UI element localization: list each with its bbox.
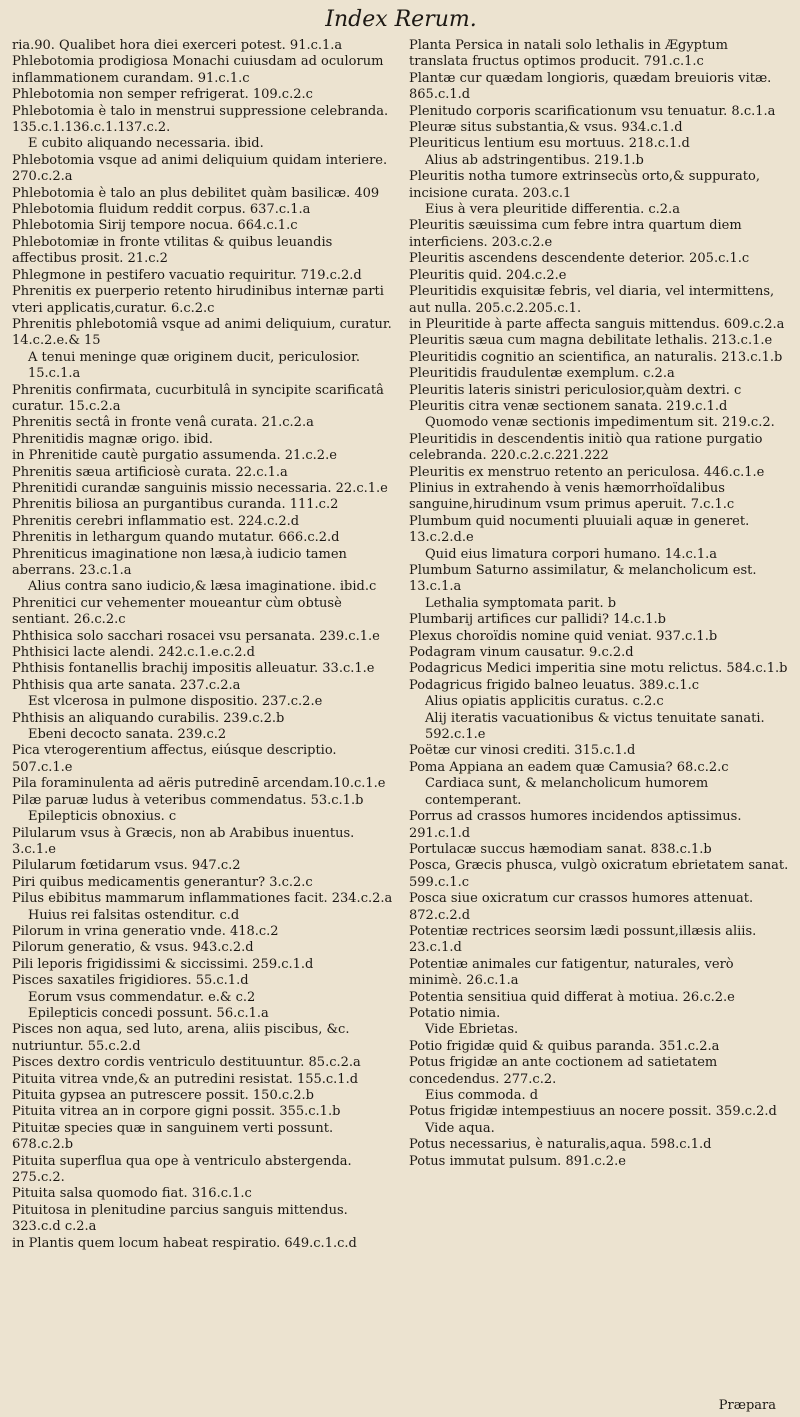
index-entry: Phlebotomia è talo an plus debilitet quàm basilicæ. 409 [12, 185, 380, 201]
index-entry: Potus necessarius, è naturalis,aqua. 598.c.1.d [409, 1137, 712, 1153]
index-entry: Alius opiatis applicitis curatus. c.2.c [425, 694, 664, 710]
index-entry: Phlebotomia non semper refrigerat. 109.c.2.c [12, 87, 313, 103]
index-entry: Pisces non aqua, sed luto, arena, aliis piscibus, &c. nutriuntur. 55.c.2.d [12, 1022, 350, 1054]
index-entry: Pilorum generatio, & vsus. 943.c.2.d [12, 940, 254, 956]
index-entry: Pisces dextro cordis ventriculo destituuntur. 85.c.2.a [12, 1055, 361, 1071]
index-entry: Portulacæ succus hæmodiam sanat. 838.c.1.b [409, 841, 712, 857]
index-entry: Piri quibus medicamentis generantur? 3.c.2.c [12, 874, 313, 890]
index-entry: Potus frigidæ an ante coctionem ad satietatem concedendus. 277.c.2. [409, 1055, 718, 1087]
index-entry: Posca siue oxicratum cur crassos humores attenuat. 872.c.2.d [409, 891, 754, 923]
index-entry: Phrenitidi curandæ sanguinis missio necessaria. 22.c.1.e [12, 480, 388, 496]
index-entry: Podagricus Medici imperitia sine motu relictus. 584.c.1.b [409, 661, 788, 677]
index-entry: Pilularum vsus à Græcis, non ab Arabibus inuentus. 3.c.1.e [12, 825, 355, 857]
index-entry: Phthisici lacte alendi. 242.c.1.e.c.2.d [12, 645, 255, 661]
index-entry: Plumbum Saturno assimilatur, & melancholicum est. 13.c.1.a [409, 563, 757, 595]
index-entry: Pituita vitrea vnde,& an putredini resistat. 155.c.1.d [12, 1071, 359, 1087]
index-entry: Plenitudo corporis scarificationum vsu tenuatur. 8.c.1.a [409, 103, 776, 119]
index-entry: Pleuritidis exquisitæ febris, vel diaria, vel intermittens, aut nulla. 205.c.2.205.c.1. [409, 284, 775, 316]
index-entry: in Plantis quem locum habeat respiratio. 649.c.1.c.d [12, 1235, 357, 1251]
index-entry: Alius ab adstringentibus. 219.1.b [425, 152, 644, 168]
index-entry: Pleuritis sæuissima cum febre intra quartum diem interficiens. 203.c.2.e [409, 218, 742, 250]
index-entry: Pituitæ species quæ in sanguinem verti possunt. 678.c.2.b [12, 1120, 334, 1153]
index-entry: Phreniticus imaginatione non læsa,à iudicio tamen aberrans. 23.c.1.a [12, 546, 347, 578]
index-entry: Pituita vitrea an in corpore gigni possit. 355.c.1.b [12, 1104, 341, 1120]
index-entry: Podagram vinum causatur. 9.c.2.d [409, 645, 634, 661]
index-entry: Phrenitis sæua artificiosè curata. 22.c.1.a [12, 464, 288, 480]
index-entry: Phthisica solo sacchari rosacei vsu persanata. 239.c.1.e [12, 628, 380, 644]
index-entry: Pleuræ situs substantia,& vsus. 934.c.1.d [409, 120, 683, 136]
index-entry: Pleuritidis fraudulentæ exemplum. c.2.a [409, 366, 675, 382]
index-entry: Phrenitis in lethargum quando mutatur. 666.c.2.d [12, 530, 340, 546]
index-entry: Pleuritidis in descendentis initiò qua ratione purgatio celebranda. 220.c.2.c.221.222 [409, 431, 763, 464]
index-entry: Pilorum in vrina generatio vnde. 418.c.2 [12, 923, 279, 939]
index-entry: Plinius in extrahendo à venis hæmorrhoïdalibus sanguine,hirudinum vsum primus aperuit. 7.c.1.c [409, 480, 735, 513]
index-entry: Phlegmone in pestifero vacuatio requiritur. 719.c.2.d [12, 267, 362, 283]
index-entry: Eius commoda. d [425, 1088, 539, 1103]
index-entry: Pila foraminulenta ad aëris putredinē arcendam.10.c.1.e [12, 776, 386, 792]
index-entry: Potentiæ rectrices seorsim lædi possunt,illæsis aliis. 23.c.1.d [409, 923, 757, 956]
index-entry: Pili leporis frigidissimi & siccissimi. 259.c.1.d [12, 956, 314, 972]
index-entry: Pituita superflua qua ope à ventriculo abstergenda. 275.c.2. [12, 1153, 352, 1186]
index-entry: Pleuriticus lentium esu mortuus. 218.c.1.d [409, 136, 690, 152]
index-entry: A tenui meninge quæ originem ducit, periculosior. 15.c.1.a [28, 349, 361, 382]
index-entry: Plantæ cur quædam longioris, quædam breuioris vitæ. 865.c.1.d [409, 70, 772, 103]
index-entry: Pilæ paruæ ludus à veteribus commendatus. 53.c.1.b [12, 792, 364, 808]
index-entry: Pleuritis ex menstruo retento an periculosa. 446.c.1.e [409, 464, 765, 480]
index-entry: Pleuritidis cognitio an scientifica, an naturalis. 213.c.1.b [409, 349, 783, 365]
index-entry: Pituita gypsea an putrescere possit. 150.c.2.b [12, 1088, 314, 1103]
index-entry: Alius contra sano iudicio,& læsa imaginatione. ibid.c [28, 579, 377, 595]
index-entry: Pilularum fœtidarum vsus. 947.c.2 [12, 858, 241, 874]
index-entry: Potentia sensitiua quid differat à motiua. 26.c.2.e [409, 989, 735, 1005]
index-entry: Poma Appiana an eadem quæ Camusia? 68.c.2.c [409, 759, 729, 775]
index-entry: ria.90. Qualibet hora diei exerceri potest. 91.c.1.a [12, 38, 343, 53]
index-entry: Phrenitis ex puerperio retento hirudinibus internæ parti vteri applicatis,curatur. 6.c.2.c [12, 284, 384, 316]
index-entry: Phthisis an aliquando curabilis. 239.c.2.b [12, 710, 285, 726]
index-entry: Podagricus frigido balneo leuatus. 389.c.1.c [409, 677, 700, 693]
index-entry: Potio frigidæ quid & quibus paranda. 351.c.2.a [409, 1038, 720, 1054]
index-entry: Phlebotomia fluidum reddit corpus. 637.c.1.a [12, 202, 311, 218]
index-entry: Pleuritis notha tumore extrinsecùs orto,& suppurato, incisione curata. 203.c.1 [409, 169, 760, 201]
index-entry: Alij iteratis vacuationibus & victus tenuitate sanati. 592.c.1.e [425, 710, 765, 743]
index-entry: Vide aqua. [425, 1120, 495, 1136]
index-entry: Epilepticis obnoxius. c [28, 809, 177, 825]
index-entry: Phthisis fontanellis brachij impositis alleuatur. 33.c.1.e [12, 661, 375, 677]
index-entry: Phrenitis biliosa an purgantibus curanda. 111.c.2 [12, 497, 339, 513]
index-entry: E cubito aliquando necessaria. ibid. [28, 136, 264, 152]
right-column [409, 38, 790, 1252]
index-entry: Planta Persica in natali solo lethalis in Ægyptum translata fructus optimos producit. 791.c.1.c [409, 38, 728, 70]
left-column [12, 38, 393, 1252]
index-entry: Epilepticis concedi possunt. 56.c.1.a [28, 1005, 269, 1021]
index-entry: Phrenitidis magnæ origo. ibid. [12, 431, 213, 447]
index-entry: Phrenitis cerebri inflammatio est. 224.c.2.d [12, 513, 300, 529]
page-header: Index Rerum. [325, 7, 477, 32]
index-entry: Pituitosa in plenitudine parcius sanguis mittendus. 323.c.d c.2.a [12, 1202, 348, 1235]
index-columns [12, 38, 790, 1252]
index-entry: Pisces saxatiles frigidiores. 55.c.1.d [12, 973, 249, 989]
index-entry: Quomodo venæ sectionis impedimentum sit. 219.c.2. [425, 415, 775, 431]
index-entry: Eorum vsus commendatur. e.& c.2 [28, 989, 256, 1005]
index-entry: Quid eius limatura corpori humano. 14.c.1.a [425, 546, 718, 562]
index-entry: Phrenitici cur vehementer moueantur cùm obtusè sentiant. 26.c.2.c [12, 595, 342, 628]
catchword: Præpara [718, 1398, 776, 1413]
index-entry: Plumbarij artifices cur pallidi? 14.c.1.b [409, 612, 666, 628]
index-entry: Lethalia symptomata parit. b [425, 595, 617, 611]
index-entry: Phrenitis phlebotomiâ vsque ad animi deliquium, curatur. 14.c.2.e.& 15 [12, 316, 392, 349]
index-entry: Potatio nimia. [409, 1005, 501, 1021]
index-entry: Potus frigidæ intempestiuus an nocere possit. 359.c.2.d [409, 1104, 777, 1120]
index-entry: Poëtæ cur vinosi crediti. 315.c.1.d [409, 743, 636, 759]
index-entry: Eius à vera pleuritide differentia. c.2.a [425, 202, 680, 218]
index-entry: Phthisis qua arte sanata. 237.c.2.a [12, 677, 241, 693]
index-entry: Posca, Græcis phusca, vulgò oxicratum ebrietatem sanat. 599.c.1.c [409, 858, 789, 890]
index-entry: Pleuritis quid. 204.c.2.e [409, 267, 567, 283]
index-entry: Pituita salsa quomodo fiat. 316.c.1.c [12, 1186, 252, 1202]
index-entry: Pleuritis lateris sinistri periculosior,quàm dextri. c [409, 382, 742, 398]
index-entry: Potus immutat pulsum. 891.c.2.e [409, 1153, 626, 1169]
index-entry: in Phrenitide cautè purgatio assumenda. 21.c.2.e [12, 448, 337, 464]
index-entry: Phrenitis sectâ in fronte venâ curata. 21.c.2.a [12, 415, 314, 431]
index-entry: Pilus ebibitus mammarum inflammationes facit. 234.c.2.a [12, 891, 393, 907]
index-entry: Plexus choroïdis nomine quid veniat. 937.c.1.b [409, 628, 718, 644]
index-entry: Pica vterogerentium affectus, eiúsque descriptio. 507.c.1.e [12, 743, 337, 775]
index-entry: Phlebotomia prodigiosa Monachi cuiusdam ad oculorum inflammationem curandam. 91.c.1.c [12, 54, 384, 86]
index-entry: in Pleuritide à parte affecta sanguis mittendus. 609.c.2.a [409, 316, 785, 332]
index-entry: Pleuritis sæua cum magna debilitate lethalis. 213.c.1.e [409, 333, 773, 349]
index-entry: Phrenitis confirmata, cucurbitulâ in syncipite scarificatâ curatur. 15.c.2.a [12, 382, 384, 414]
index-entry: Phlebotomia Sirij tempore nocua. 664.c.1.c [12, 218, 298, 234]
index-entry: Potentiæ animales cur fatigentur, naturales, verò minimè. 26.c.1.a [409, 956, 734, 989]
index-entry: Phlebotomiæ in fronte vtilitas & quibus leuandis affectibus prosit. 21.c.2 [12, 234, 333, 267]
index-entry: Porrus ad crassos humores incidendos aptissimus. 291.c.1.d [409, 809, 742, 841]
index-entry: Vide Ebrietas. [425, 1022, 519, 1038]
index-entry: Pleuritis citra venæ sectionem sanata. 219.c.1.d [409, 398, 728, 414]
index-entry: Ebeni decocto sanata. 239.c.2 [28, 727, 227, 743]
index-entry: Huius rei falsitas ostenditur. c.d [28, 907, 240, 923]
index-entry: Phlebotomia vsque ad animi deliquium quidam interiere. 270.c.2.a [12, 152, 388, 185]
index-entry: Cardiaca sunt, & melancholicum humorem contemperant. [425, 776, 709, 808]
index-entry: Est vlcerosa in pulmone dispositio. 237.c.2.e [28, 694, 323, 710]
index-entry: Phlebotomia è talo in menstrui suppressione celebranda. 135.c.1.136.c.1.137.c.2. [12, 103, 389, 136]
index-entry: Pleuritis ascendens descendente deterior. 205.c.1.c [409, 251, 750, 267]
index-entry: Plumbum quid nocumenti pluuiali aquæ in generet. 13.c.2.d.e [409, 513, 750, 546]
